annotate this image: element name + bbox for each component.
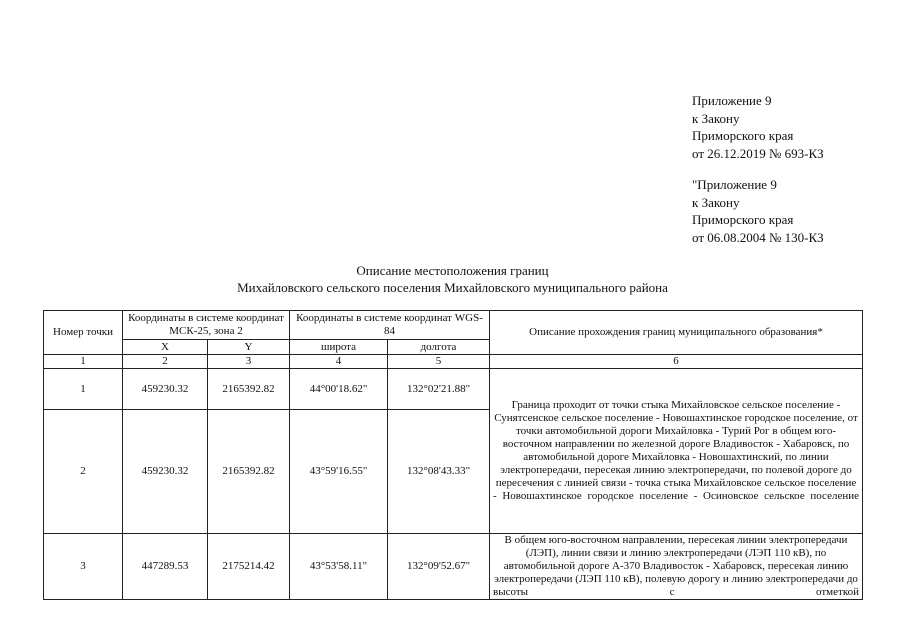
annex-current-line3: Приморского края (692, 128, 794, 143)
column-number: 1 (44, 355, 123, 369)
coord-y: 2165392.82 (208, 410, 290, 534)
header-y: Y (208, 340, 290, 355)
annex-original-line2: к Закону (692, 194, 740, 210)
annex-current-line2: к Закону (692, 110, 740, 126)
column-number: 3 (208, 355, 290, 369)
point-number: 2 (44, 410, 123, 534)
annex-original-block (692, 176, 824, 246)
column-number: 2 (123, 355, 208, 369)
header-description: Описание прохождения границ муниципального образования* (490, 311, 863, 355)
table-row (44, 369, 863, 410)
document-subtitle: Михайловского сельского поселения Михайловского муниципального района (237, 280, 668, 295)
column-number-row (44, 355, 863, 369)
table-row (44, 534, 863, 600)
annex-current-line4: от 26.12.2019 № 693-КЗ (692, 145, 824, 161)
coord-x: 447289.53 (123, 534, 208, 600)
point-number: 3 (44, 534, 123, 600)
coord-y: 2175214.42 (208, 534, 290, 600)
boundary-table (43, 310, 863, 600)
coord-lon: 132°08'43.33" (388, 410, 490, 534)
header-x: X (123, 340, 208, 355)
coord-lat: 43°59'16.55" (290, 410, 388, 534)
coord-x: 459230.32 (123, 369, 208, 410)
annex-original-line1: "Приложение 9 (692, 177, 777, 192)
coord-lon: 132°09'52.67" (388, 534, 490, 600)
coord-y: 2165392.82 (208, 369, 290, 410)
coord-x: 459230.32 (123, 410, 208, 534)
column-number: 4 (290, 355, 388, 369)
segment-description: В общем юго-восточном направлении, пересекая линии электропередачи (ЛЭП), линии связи и линию электропередачи (ЛЭП 110 кВ), по автомобильной дороге А-370 Владивосток - Хабаровск, пересекая линию электропередачи (ЛЭП 110 кВ), полевую дорогу и линию электропередачи до высоты с отметкой (490, 534, 863, 600)
header-wgs-coords: Координаты в системе координат WGS-84 (290, 311, 490, 340)
header-lat: широта (290, 340, 388, 355)
column-number: 5 (388, 355, 490, 369)
annex-current-line1: Приложение 9 (692, 93, 772, 108)
annex-current-block (692, 92, 824, 162)
header-lon: долгота (388, 340, 490, 355)
annex-original-line3: Приморского края (692, 212, 794, 227)
header-msk-coords: Координаты в системе координат МСК-25, зона 2 (123, 311, 290, 340)
coord-lat: 43°53'58.11" (290, 534, 388, 600)
column-number: 6 (490, 355, 863, 369)
segment-description: Граница проходит от точки стыка Михайловское сельское поселение - Сунятсенское сельское поселение - Новошахтинское городское поселение, от точки автомобильной дороги Михайловка - Турий Рог в общем юго-восточном направлении по железной дороге Владивосток - Хабаровск, по автомобильной дороге Михайловка - Новошахтинский, по линии электропередачи, пересекая линию электропередачи, по полевой дороге до пересечения с линией связи - точка стыка Михайловское сельское поселение - Новошахтинское городское поселение - Осиновское сельское поселение (490, 369, 863, 534)
table-header-row (44, 311, 863, 340)
coord-lon: 132°02'21.88" (388, 369, 490, 410)
coord-lat: 44°00'18.62" (290, 369, 388, 410)
point-number: 1 (44, 369, 123, 410)
annex-original-line4: от 06.08.2004 № 130-КЗ (692, 229, 824, 245)
document-title: Описание местоположения границ (356, 263, 549, 278)
header-point-number: Номер точки (44, 311, 123, 355)
